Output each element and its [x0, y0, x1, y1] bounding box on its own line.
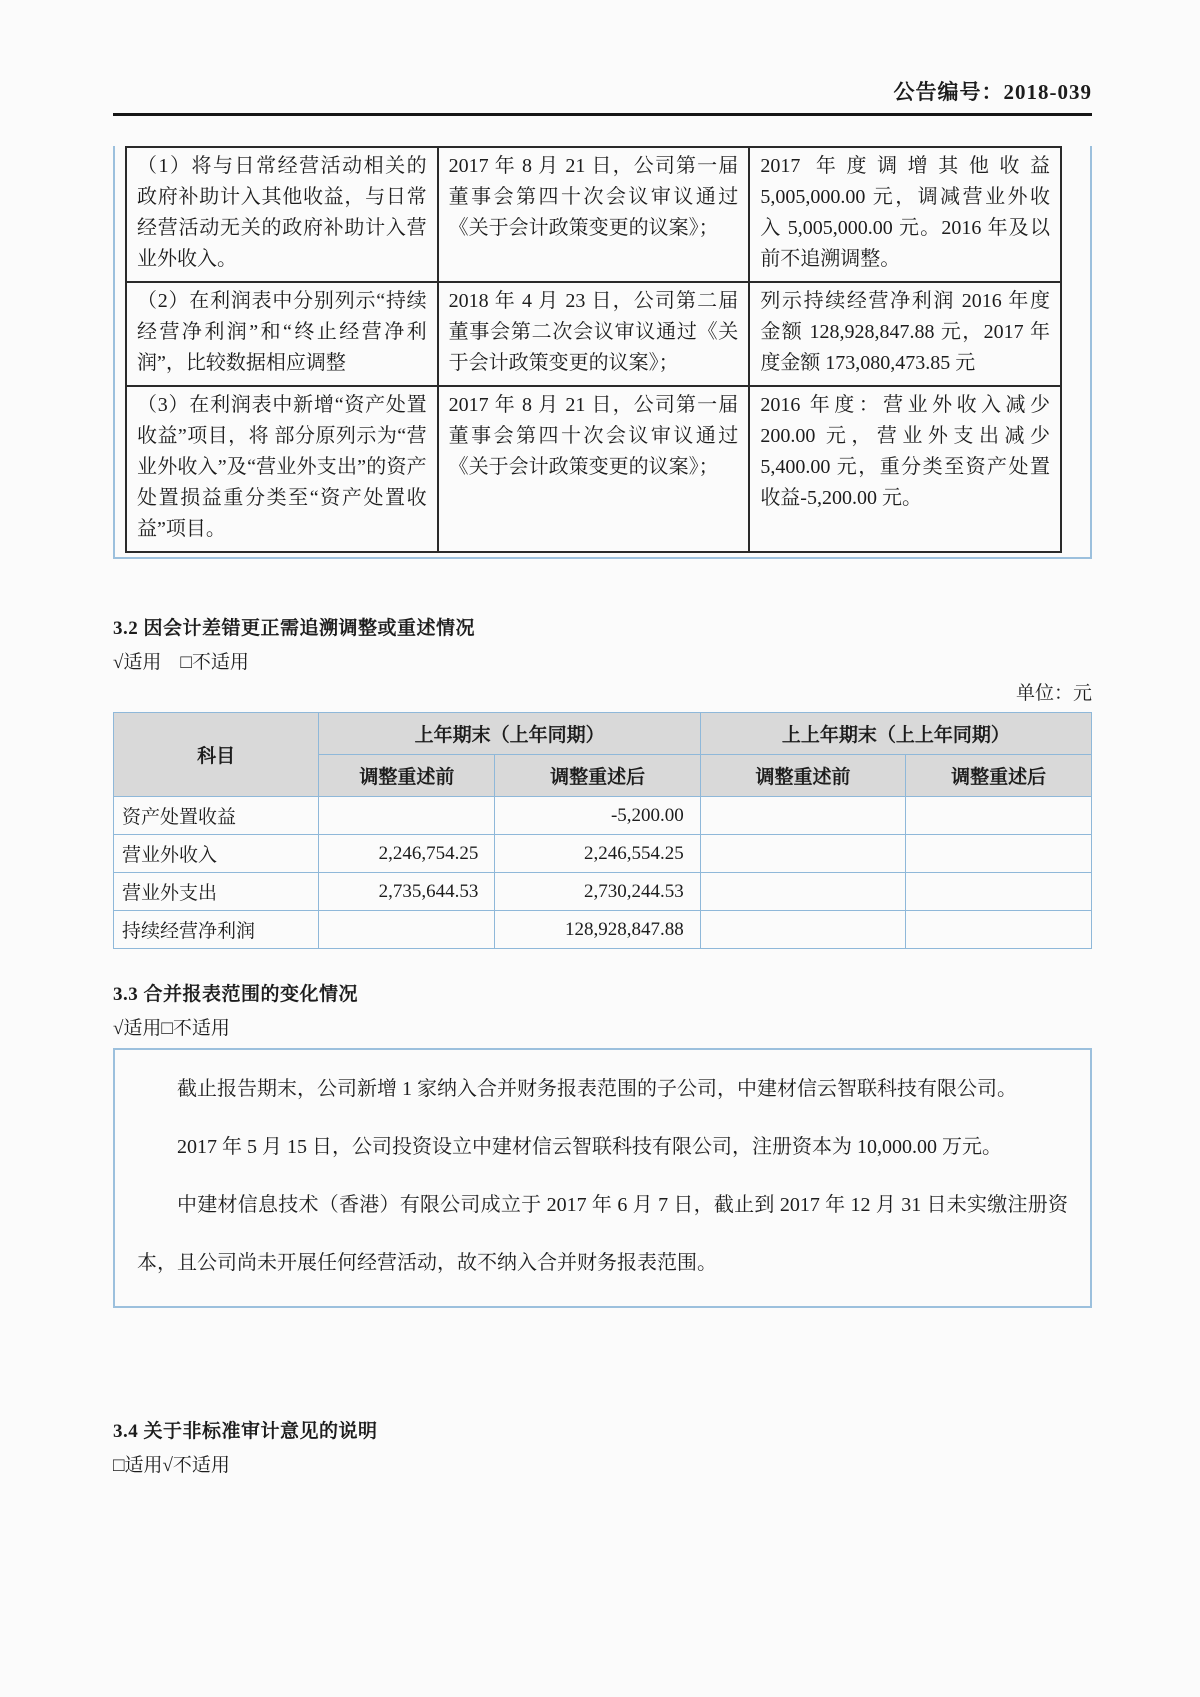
policy-change-table	[125, 146, 1062, 553]
value-cell: 2,735,644.53	[319, 873, 495, 911]
section-3-3-title: 3.3 合并报表范围的变化情况	[113, 984, 359, 1005]
column-header-after-restatement: 调整重述后	[906, 755, 1092, 797]
value-cell	[700, 835, 905, 873]
header-rule	[113, 113, 1092, 116]
policy-impact-cell: 2016 年度：营业外收入减少 200.00 元，营业外支出减少 5,400.00 元，重分类至资产处置收益-5,200.00 元。	[749, 386, 1061, 552]
subject-cell: 持续经营净利润	[114, 911, 319, 949]
scope-paragraph: 中建材信息技术（香港）有限公司成立于 2017 年 6 月 7 日，截止到 2017 年 12 月 31 日未实缴注册资本，且公司尚未开展任何经营活动，故不纳入合并财务报表范围。	[137, 1194, 1068, 1274]
column-header-subject: 科目	[114, 713, 319, 797]
section-3-4-applicability: □适用√不适用	[113, 1455, 230, 1476]
subject-cell: 营业外收入	[114, 835, 319, 873]
policy-approval-cell: 2017 年 8 月 21 日，公司第一届董事会第四十次会议审议通过《关于会计政策变更的议案》；	[438, 147, 750, 282]
scope-paragraph: 2017 年 5 月 15 日，公司投资设立中建材信云智联科技有限公司，注册资本为 10,000.00 万元。	[177, 1136, 1002, 1158]
policy-change-cell: （3）在利润表中新增“资产处置收益”项目，将 部分原列示为“营业外收入”及“营业外支出”的资产处置损益重分类至“资产处置收益”项目。	[126, 386, 438, 552]
section-3-2-title: 3.2 因会计差错更正需追溯调整或重述情况	[113, 618, 476, 639]
section-3-3-applicability: √适用□不适用	[113, 1018, 230, 1039]
policy-impact-cell: 列示持续经营净利润 2016 年度金额 128,928,847.88 元，2017 年度金额 173,080,473.85 元	[749, 282, 1061, 386]
value-cell	[319, 911, 495, 949]
value-cell: 128,928,847.88	[495, 911, 700, 949]
section-3-4-title: 3.4 关于非标准审计意见的说明	[113, 1421, 378, 1442]
unit-label: 单位：元	[1015, 683, 1092, 704]
column-header-after-restatement: 调整重述后	[495, 755, 700, 797]
table-row	[126, 386, 1061, 552]
consolidation-scope-box	[113, 1048, 1092, 1308]
column-group-prev-period: 上年期末（上年同期）	[319, 713, 700, 755]
subject-cell: 营业外支出	[114, 873, 319, 911]
restatement-table	[113, 712, 1092, 949]
table-row	[114, 835, 1092, 873]
table-row	[114, 911, 1092, 949]
policy-change-cell: （1）将与日常经营活动相关的政府补助计入其他收益，与日常经营活动无关的政府补助计入营业外收入。	[126, 147, 438, 282]
value-cell: -5,200.00	[495, 797, 700, 835]
value-cell: 2,246,754.25	[319, 835, 495, 873]
value-cell	[700, 873, 905, 911]
scope-paragraph: 截止报告期末，公司新增 1 家纳入合并财务报表范围的子公司，中建材信云智联科技有限公司。	[177, 1078, 1017, 1100]
value-cell: 2,730,244.53	[495, 873, 700, 911]
column-group-prev2-period: 上上年期末（上上年同期）	[700, 713, 1091, 755]
value-cell	[906, 835, 1092, 873]
table-row	[114, 797, 1092, 835]
subject-cell: 资产处置收益	[114, 797, 319, 835]
column-header-before-restatement: 调整重述前	[319, 755, 495, 797]
policy-change-table-container	[113, 146, 1092, 559]
policy-approval-cell: 2017 年 8 月 21 日，公司第一届董事会第四十次会议审议通过《关于会计政策变更的议案》；	[438, 386, 750, 552]
table-row	[114, 873, 1092, 911]
value-cell	[906, 797, 1092, 835]
value-cell	[319, 797, 495, 835]
policy-change-cell: （2）在利润表中分别列示“持续经营净利润”和“终止经营净利润”，比较数据相应调整	[126, 282, 438, 386]
table-header-row	[114, 713, 1092, 755]
table-row	[126, 282, 1061, 386]
value-cell	[906, 873, 1092, 911]
value-cell	[906, 911, 1092, 949]
table-row	[126, 147, 1061, 282]
value-cell	[700, 797, 905, 835]
doc-number: 公告编号：2018-039	[893, 80, 1092, 104]
section-3-2-applicability: √适用 □不适用	[113, 652, 249, 673]
value-cell	[700, 911, 905, 949]
value-cell: 2,246,554.25	[495, 835, 700, 873]
policy-impact-cell: 2017 年度调增其他收益 5,005,000.00 元，调减营业外收入 5,005,000.00 元。2016 年及以前不追溯调整。	[749, 147, 1061, 282]
column-header-before-restatement: 调整重述前	[700, 755, 905, 797]
policy-approval-cell: 2018 年 4 月 23 日，公司第二届董事会第二次会议审议通过《关于会计政策变更的议案》；	[438, 282, 750, 386]
page-content	[113, 0, 1092, 1477]
